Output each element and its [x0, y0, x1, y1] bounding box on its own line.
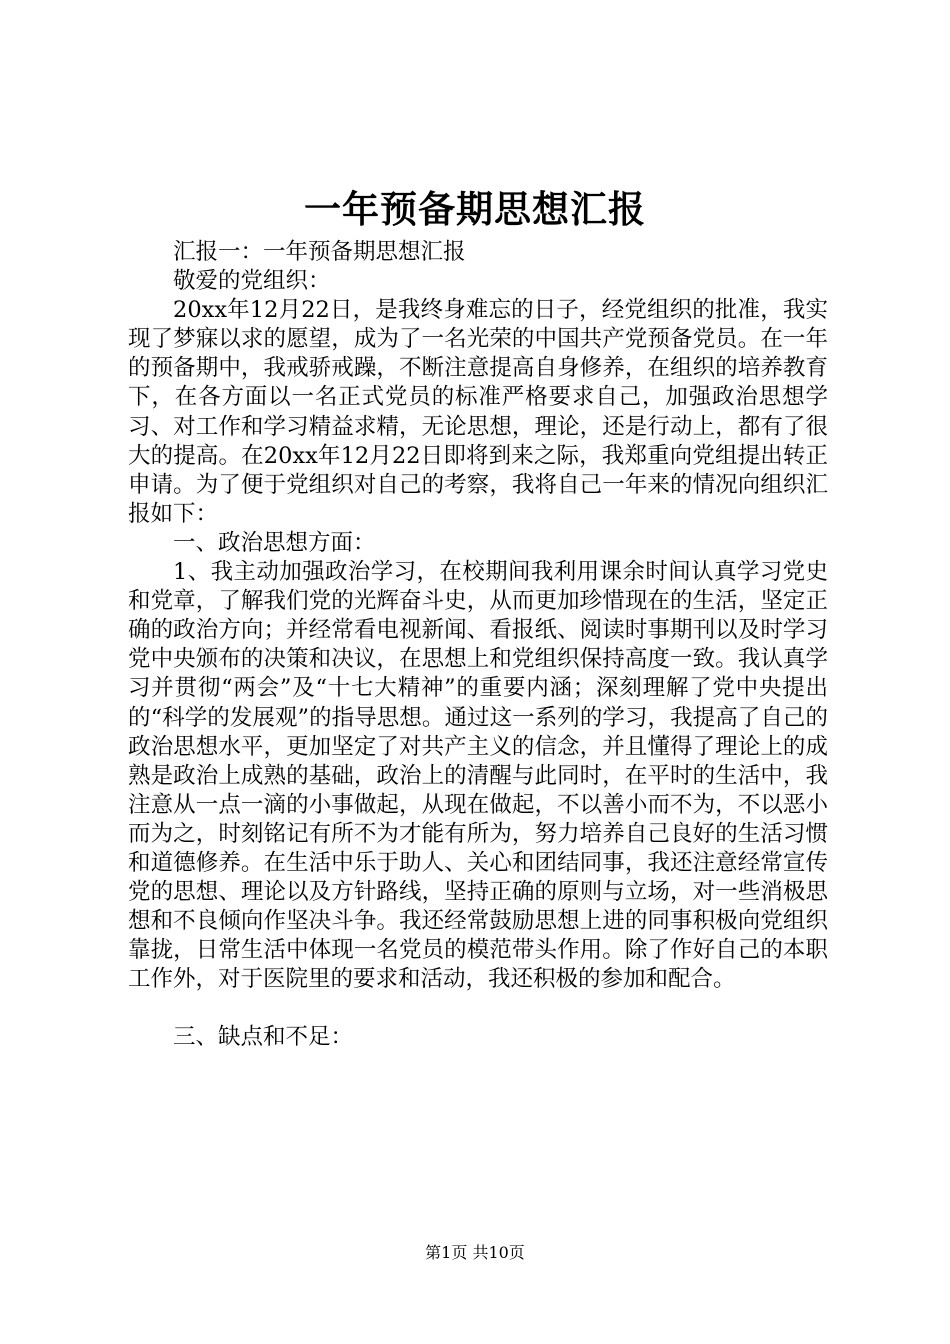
section-heading-shortcomings: 三、缺点和不足： — [173, 1024, 354, 1051]
document-title: 一年预备期思想汇报 — [304, 187, 646, 231]
report-heading: 汇报一：一年预备期思想汇报 — [173, 239, 466, 265]
political-paragraph: 1、我主动加强政治学习，在校期间我利用课余时间认真学习党史和党章，了解我们党的光辉奋斗史，从而更加珍惜现在的生活，坚定正确的政治方向；并经常看电视新闻、看报纸、阅读时事期刊以及时学习党中央颁布的决策和决议，在思想上和党组织保持高度一致。我认真学习并贯彻“两会”及“十七大精神”的重要内涵；深刻理解了党中央提出的“科学的发展观”的指导思想。通过这一系列的学习，我提高了自己的政治思想水平，更加坚定了对共产主义的信念，并且懂得了理论上的成熟是政治上成熟的基础，政治上的清醒与此同时，在平时的生活中，我注意从一点一滴的小事做起，从现在做起，不以善小而不为，不以恶小而为之，时刻铭记有所不为才能有所为，努力培养自己良好的生活习惯和道德修养。在生活中乐于助人、关心和团结同事，我还注意经常宣传党的思想、理论以及方针路线，坚持正确的原则与立场，对一些消极思想和不良倾向作坚决斗争。我还经常鼓励思想上进的同事积极向党组织靠拢，日常生活中体现一名党员的模范带头作用。除了作好自己的本职工作外，对于医院里的要求和活动，我还积极的参加和配合。 — [128, 559, 828, 993]
section-heading-political: 一、政治思想方面： — [173, 529, 376, 556]
document-body — [128, 238, 828, 1053]
intro-paragraph: 20xx年12月22日，是我终身难忘的日子，经党组织的批准，我实现了梦寐以求的愿望，成为了一名光荣的中国共产党预备党员。在一年的预备期中，我戒骄戒躁，不断注意提高自身修养，在组织的培养教育下，在各方面以一名正式党员的标准严格要求自己，加强政治思想学习、对工作和学习精益求精，无论思想，理论，还是行动上，都有了很大的提高。在20xx年12月22日即将到来之际，我郑重向党组提出转正申请。为了便于党组织对自己的考察，我将自己一年来的情况向组织汇报如下： — [128, 297, 828, 527]
page-number: 第1页 共10页 — [425, 1243, 525, 1262]
salutation: 敬爱的党组织： — [173, 268, 331, 295]
